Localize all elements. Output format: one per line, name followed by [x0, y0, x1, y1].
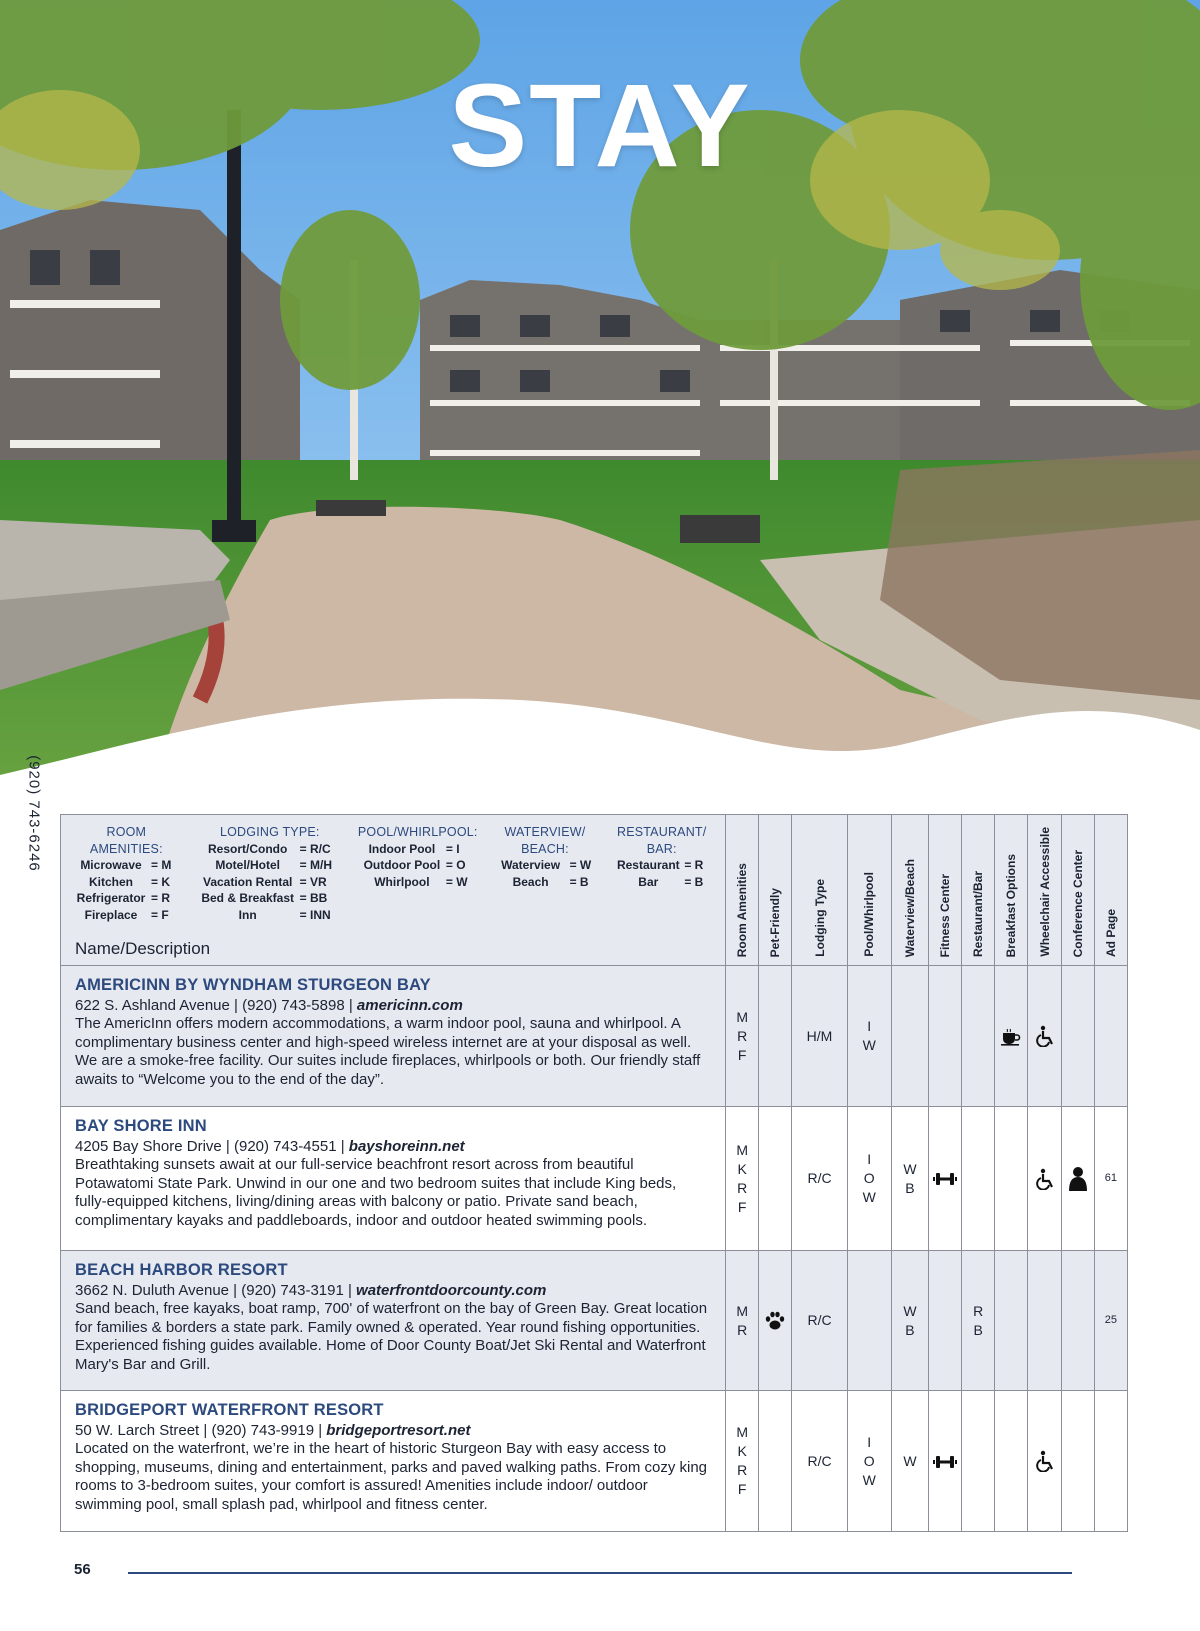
cell-breakfast	[995, 966, 1028, 1107]
page-number: 56	[74, 1561, 91, 1578]
cell-restaurant	[962, 1391, 995, 1532]
column-label: Waterview/Beach	[902, 858, 917, 957]
legend-key: Resort/Condo	[208, 841, 288, 856]
legend-value: = M/H	[299, 858, 333, 872]
legend-heading: WATERVIEW/	[504, 825, 586, 839]
legend-key: Bed & Breakfast	[201, 891, 295, 905]
address-text: 50 W. Larch Street | (920) 743-9919 |	[75, 1422, 327, 1439]
cell-value: R/C	[807, 1452, 832, 1469]
cell-value: I O W	[862, 1151, 876, 1205]
cell-value: I O W	[862, 1433, 876, 1488]
listing-name: BAY SHORE INN	[75, 1117, 207, 1135]
column-label: Pet-Friendly	[768, 887, 783, 957]
listing-name: BRIDGEPORT WATERFRONT RESORT	[75, 1401, 384, 1419]
cell-pet-friendly	[759, 1251, 792, 1391]
listing-description	[61, 966, 726, 1107]
legend-key: Whirlpool	[374, 874, 430, 889]
legend-key: Waterview	[501, 858, 561, 872]
conference-icon	[1068, 1166, 1088, 1192]
cell-value: 61	[1104, 1172, 1117, 1184]
listing-desc-text: Sand beach, free kayaks, boat ramp, 700' of waterfront on the bay of Green Bay. Great location for families & borders a state park. Family owned & operated. Year round fishing opportunities. Experienced fishing guides available. Home of Door County Boat/Jet Ski Rental and Waterfront Mary's Bar and Grill.	[75, 1300, 708, 1373]
cell-lodging-type	[792, 966, 847, 1107]
cell-room-amenities	[726, 1251, 759, 1391]
table-row	[61, 1251, 1128, 1391]
dumbbell-icon	[933, 1172, 957, 1186]
legend-value: = R	[684, 858, 704, 872]
listing-description	[61, 1107, 726, 1251]
footer-rule	[128, 1572, 1072, 1574]
legend-value: = F	[151, 907, 169, 922]
column-label: Room Amenities	[735, 862, 750, 957]
legend-heading: BEACH:	[521, 841, 569, 856]
legend-heading: POOL/WHIRLPOOL:	[357, 825, 478, 839]
listing-address	[75, 997, 711, 1014]
coffee-cup-icon	[1000, 1028, 1022, 1046]
column-label: Fitness Center	[938, 873, 953, 957]
legend-value: = VR	[299, 874, 327, 889]
cell-breakfast	[995, 1251, 1028, 1391]
cell-wheelchair	[1028, 1107, 1061, 1251]
cell-waterview	[891, 1107, 928, 1251]
side-phone-text: (920) 743-6246	[25, 755, 43, 872]
cell-conference	[1061, 1107, 1094, 1251]
cell-fitness	[929, 1107, 962, 1251]
hero-photo	[0, 0, 1200, 800]
cell-wheelchair	[1028, 1251, 1061, 1391]
cell-restaurant	[962, 1251, 995, 1391]
legend-key: Outdoor Pool	[363, 858, 441, 872]
legend-heading: RESTAURANT/	[616, 825, 707, 839]
table-row	[61, 966, 1128, 1107]
column-label: Ad Page	[1103, 908, 1118, 957]
legend-key: Indoor Pool	[368, 841, 436, 856]
cell-room-amenities	[726, 1107, 759, 1251]
legend-value: = I	[445, 841, 460, 856]
cell-value: M K R F	[736, 1141, 749, 1215]
cell-lodging-type	[792, 1251, 847, 1391]
cell-restaurant	[962, 1107, 995, 1251]
cell-value: W B	[903, 1302, 917, 1338]
legend-key: Motel/Hotel	[215, 858, 280, 872]
address-text: 622 S. Ashland Avenue | (920) 743-5898 |	[75, 997, 357, 1014]
address-text: 3662 N. Duluth Avenue | (920) 743-3191 |	[75, 1282, 357, 1299]
legend-value: = M	[151, 858, 172, 872]
col-pool-whirlpool	[847, 815, 891, 966]
listing-address	[75, 1422, 711, 1439]
page-title: STAY	[448, 60, 752, 192]
table-row	[61, 1107, 1128, 1251]
cell-fitness	[929, 1391, 962, 1532]
legend-value: = B	[569, 874, 589, 889]
legend-key: Refrigerator	[76, 891, 146, 905]
cell-ad-page	[1094, 1251, 1127, 1391]
col-fitness-center	[929, 815, 962, 966]
listing-address	[75, 1282, 711, 1299]
cell-conference	[1061, 1391, 1094, 1532]
cell-room-amenities	[726, 966, 759, 1107]
cell-ad-page	[1094, 1391, 1127, 1532]
cell-value: 25	[1104, 1314, 1117, 1326]
cell-pet-friendly	[759, 966, 792, 1107]
wheelchair-icon	[1035, 1450, 1055, 1472]
listing-desc-text: The AmericInn offers modern accommodations, a warm indoor pool, sauna and whirlpool. A complimentary business center and high-speed wireless internet are at your disposal as well. We are a smoke-free facility. Our suites include fireplaces, whirlpools or both. Our friendly staff awaits to “Welcome you to the end of the day”.	[75, 1015, 701, 1088]
listing-description	[61, 1251, 726, 1391]
column-label: Pool/Whirlpool	[862, 872, 877, 957]
legend-value: = R	[151, 891, 171, 905]
cell-pool	[847, 1251, 891, 1391]
cell-conference	[1061, 966, 1094, 1107]
cell-wheelchair	[1028, 966, 1061, 1107]
cell-waterview	[891, 966, 928, 1107]
wheelchair-icon	[1035, 1025, 1055, 1047]
cell-value: M K R F	[736, 1424, 749, 1497]
legend-value: = R/C	[299, 841, 331, 856]
cell-pool	[847, 1391, 891, 1532]
cell-pool	[847, 966, 891, 1107]
legend-value: = W	[445, 874, 468, 889]
col-wheelchair-accessible	[1028, 815, 1061, 966]
col-pet-friendly	[759, 815, 792, 966]
legend-lodging-type	[196, 824, 344, 923]
legend-heading: LODGING TYPE:	[219, 825, 320, 839]
cell-value: I W	[862, 1018, 876, 1053]
address-text: 4205 Bay Shore Drive | (920) 743-4551 |	[75, 1138, 349, 1155]
cell-value: M R F	[736, 1008, 749, 1063]
cell-conference	[1061, 1251, 1094, 1391]
website-link[interactable]: bayshoreinn.net	[348, 1138, 465, 1155]
legend-value: = O	[445, 858, 466, 872]
website-link[interactable]: bridgeportresort.net	[326, 1422, 471, 1439]
website-link[interactable]: americinn.com	[356, 997, 463, 1014]
cell-lodging-type	[792, 1107, 847, 1251]
legend-heading: BAR:	[646, 841, 677, 856]
cell-fitness	[929, 966, 962, 1107]
cell-wheelchair	[1028, 1391, 1061, 1532]
legend-value: = K	[151, 874, 171, 889]
legend-key: Kitchen	[88, 874, 133, 889]
legend	[61, 815, 725, 923]
legend-pool	[358, 824, 478, 923]
column-label: Restaurant/Bar	[971, 870, 986, 957]
wheelchair-icon	[1035, 1168, 1055, 1190]
cell-pet-friendly	[759, 1391, 792, 1532]
legend-key: Microwave	[80, 858, 142, 872]
legend-heading: ROOM AMENITIES:	[89, 825, 163, 856]
website-link[interactable]: waterfrontdoorcounty.com	[356, 1282, 547, 1299]
legend-waterview	[492, 824, 599, 923]
column-label: Breakfast Options	[1004, 853, 1019, 957]
side-phone-number	[14, 755, 54, 890]
listing-desc-text: Breathtaking sunsets await at our full-service beachfront resort across from beautiful Potawatomi State Park. Unwind in our one and two bedroom suites that include King beds, fully-equipped kitchens, living/dining areas with balcony or patio. Private sand beach, complimentary kayaks and paddleboards, indoor and outdoor heated swimming pools.	[75, 1156, 677, 1229]
legend-value: = BB	[299, 891, 328, 905]
legend-header	[61, 815, 726, 966]
name-description-header: Name/Description	[75, 939, 211, 958]
legend-key: Fireplace	[84, 907, 138, 922]
col-conference-center	[1061, 815, 1094, 966]
cell-value: W	[903, 1452, 917, 1469]
col-ad-page	[1094, 815, 1127, 966]
col-lodging-type	[792, 815, 847, 966]
legend-key: Beach	[512, 874, 549, 889]
cell-value: M R	[736, 1302, 749, 1338]
legend-value: = INN	[299, 907, 331, 922]
legend-room-amenities	[71, 824, 182, 923]
cell-waterview	[891, 1391, 928, 1532]
cell-waterview	[891, 1251, 928, 1391]
cell-room-amenities	[726, 1391, 759, 1532]
legend-value: = W	[569, 858, 592, 872]
cell-ad-page	[1094, 1107, 1127, 1251]
lodging-table	[60, 814, 1128, 1532]
col-room-amenities	[726, 815, 759, 966]
legend-key: Vacation Rental	[202, 874, 293, 889]
legend-value: = B	[684, 874, 704, 889]
listing-address	[75, 1138, 711, 1155]
cell-pool	[847, 1107, 891, 1251]
cell-value: R B	[973, 1302, 984, 1338]
cell-restaurant	[962, 966, 995, 1107]
cell-fitness	[929, 1251, 962, 1391]
cell-lodging-type	[792, 1391, 847, 1532]
cell-pet-friendly	[759, 1107, 792, 1251]
cell-value: R/C	[807, 1312, 832, 1328]
col-restaurant-bar	[962, 815, 995, 966]
cell-ad-page	[1094, 966, 1127, 1107]
col-breakfast-options	[995, 815, 1028, 966]
legend-key: Bar	[638, 874, 659, 889]
legend-key: Inn	[238, 907, 257, 922]
listing-name: AMERICINN BY WYNDHAM STURGEON BAY	[75, 976, 431, 994]
column-label: Wheelchair Accessible	[1037, 827, 1052, 957]
col-waterview-beach	[891, 815, 928, 966]
listing-description	[61, 1391, 726, 1532]
cell-breakfast	[995, 1107, 1028, 1251]
cell-value: R/C	[807, 1170, 832, 1186]
listing-name: BEACH HARBOR RESORT	[75, 1261, 288, 1279]
column-label: Lodging Type	[812, 879, 827, 957]
legend-key: Restaurant	[616, 858, 680, 872]
paw-icon	[764, 1310, 786, 1332]
cell-breakfast	[995, 1391, 1028, 1532]
table-row	[61, 1391, 1128, 1532]
legend-restaurant	[612, 824, 711, 923]
column-label: Conference Center	[1070, 849, 1085, 957]
listing-desc-text: Located on the waterfront, we’re in the heart of historic Sturgeon Bay with easy access to shopping, museums, dining and entertainment, parks and paved walking paths. From cozy king rooms to 3-bedroom suites, your comfort is assured! Amenities include indoor/ outdoor swimming pool, small splash pad, whirlpool and fitness center.	[75, 1440, 708, 1513]
cell-value: H/M	[806, 1027, 833, 1044]
dumbbell-icon	[933, 1455, 957, 1469]
cell-value: W B	[903, 1160, 917, 1196]
